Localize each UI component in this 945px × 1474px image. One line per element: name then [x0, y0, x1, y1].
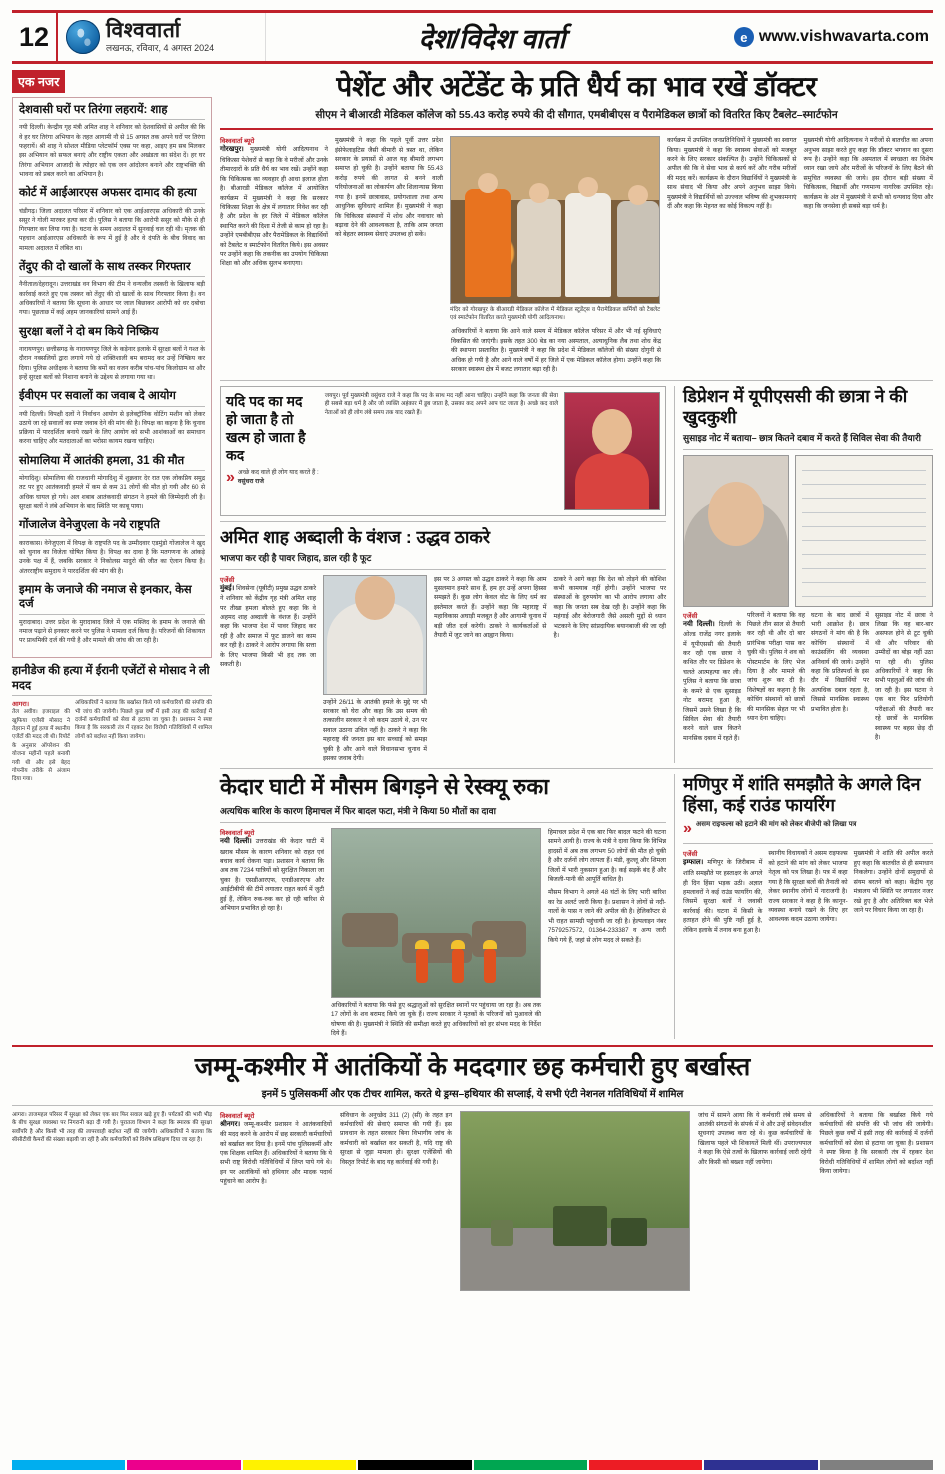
uddhav-thackeray-photo — [323, 575, 427, 695]
sidebar-item-body: नयी दिल्ली। केन्द्रीय गृह मंत्री अमित शाह ने शनिवार को देशवासियों से अपील की कि वे हर घर तिरंगा अभियान के तहत आगामी नौ से 15 अगस्त तक अपने घरों पर तिरंगा फहरायें। श्री शाह ने सोशल मीडिया प्लेटफॉर्म एक्स पर कहा, आइए हम सब मिलकर इस अभियान को सफल बनाएं और राष्ट्रीय एकता और अखंडता का संदेश दें। हर घर तिरंगा अभियान आजादी के त्योहार को एक जन आंदोलन बनाने और राष्ट्रभक्ति की भावना को प्रबल करने का अभियान है। — [19, 124, 205, 178]
sidebar-item-body: मोगादिशु। सोमालिया की राजधानी मोगादिशु में शुक्रवार देर रात एक लोकप्रिय समुद्र तट पर हुए आतंकवादी हमले में कम से कम 31 लोगों की मौत हो गयी और 60 से अधिक घायल हो गये। अल शबाब आतंकवादी संगठन ने हमले की जिम्मेदारी ली है। सुरक्षा बलों ने लंबे अभियान के बाद स्थिति पर काबू पाया। — [19, 475, 205, 510]
jammu-story — [12, 1045, 933, 1291]
byline: एजेंसी — [683, 612, 698, 620]
dateline: श्रीनगर। — [220, 1120, 241, 1128]
jammu-col-1: जम्मू-कश्मीर प्रशासन ने आतंकवादियों की मदद करने के आरोप में छह सरकारी कर्मचारियों को बर्खास्त कर दिया है। इनमें पांच पुलिसकर्मी और एक शिक्षक शामिल हैं। अधिकारियों ने बताया कि ये सभी राष्ट्र विरोधी गतिविधियों में लिप्त पाये गये थे। इन पर आतंकियों को हथियार और मादक पदार्थ पहुंचाने का आरोप है। — [220, 1120, 332, 1186]
manipur-col-3: मुख्यमंत्री ने शांति की अपील करते हुए कहा कि बातचीत से ही समाधान निकलेगा। उन्होंने दोनों समुदायों से संयम बरतने को कहा। केंद्रीय गृह मंत्रालय भी स्थिति पर लगातार नजर रखे हुए है और अतिरिक्त बल भेजे जाने पर विचार किया जा रहा है। — [853, 850, 933, 915]
quote-attribution: अच्छे कद वाले ही लोग याद करते हैं : — [237, 469, 319, 477]
uddhav-col-3: इस पर 3 अगस्त को उद्धव ठाकरे ने कहा कि आम मुसलमान हमारे साथ हैं, हम हर उन्हें अपना हिस्सा समझते हैं। कुछ लोग केवल वोट के लिए धर्म का इस्तेमाल करते हैं। उन्होंने कहा कि महाराष्ट्र में महाविकास अघाड़ी मजबूत है और आगामी चुनाव में बड़ी जीत दर्ज करेगी। ठाकरे ने कार्यकर्ताओं से तैयारी में जुट जाने का आह्वान किया। — [434, 575, 547, 640]
manipur-col-1: मणिपुर के जिरीबाम में शांति समझौते पर हस्ताक्षर के अगले ही दिन हिंसा भड़क उठी। अज्ञात हमलावरों ने कई राउंड फायरिंग की, जिसमें सुरक्षा बलों ने जवाबी कार्रवाई की। घटना में किसी के हताहत होने की पुष्टि नहीं हुई है, लेकिन इलाके में तनाव बना हुआ है। — [683, 859, 763, 934]
list-item[interactable] — [19, 260, 205, 318]
sidebar-bottom-story[interactable] — [12, 664, 212, 783]
uddhav-subhead: भाजपा कर रही है पावर जिहाद, डाल रही है फूट — [220, 552, 372, 563]
uddhav-headline: अमित शाह अब्दाली के वंशज : उद्धव ठाकरे — [220, 526, 491, 547]
lead-col-4: अधिकारियों ने बताया कि आने वाले समय में मेडिकल कॉलेज परिसर में और भी नई सुविधाएं विकसित की जाएंगी। इसके तहत 300 बेड का नया अस्पताल, अत्याधुनिक लैब तथा शोध केंद्र की स्थापना प्रस्तावित है। मुख्यमंत्री ने कहा कि प्रदेश में मेडिकल कॉलेजों की संख्या दोगुनी से अधिक हो गयी है और आने वाले वर्षों में हर जिले में एक मेडिकल कॉलेज होगा। उन्होंने कहा कि सरकार स्वास्थ्य क्षेत्र में बजट लगातार बढ़ा रही है। — [451, 328, 661, 374]
publication-logo — [58, 13, 266, 61]
uddhav-col-4: ठाकरे ने आगे कहा कि देश को तोड़ने की कोशिश कभी कामयाब नहीं होगी। उन्होंने भाजपा पर संस्थाओं के दुरुपयोग का भी आरोप लगाया और कहा कि जनता सब देख रही है। उन्होंने कहा कि महंगाई और बेरोजगारी जैसे असली मुद्दों से ध्यान भटकाने के लिए सांप्रदायिक बयानबाजी की जा रही है। — [553, 575, 666, 640]
sidebar-item-body: काराकास। वेनेजुएला में विपक्ष के राष्ट्रपति पद के उम्मीदवार एडमुंडो गोंजालेज ने खुद को चुनाव का विजेता घोषित किया है। विपक्ष का दावा है कि मतगणना के आंकड़े उनके पक्ष में हैं, जबकि सरकार ने निकोलस मादुरो की जीत का ऐलान किया है। अंतरराष्ट्रीय समुदाय ने पारदर्शिता की मांग की है। — [19, 539, 205, 575]
page-number: 12 — [12, 13, 58, 61]
byline: विश्ववार्ता ब्यूरो — [220, 829, 255, 837]
byline: एजेंसी — [683, 851, 698, 859]
sidebar-item-title: सुरक्षा बलों ने दो बम किये निष्क्रिय — [19, 325, 205, 342]
sidebar-ek-nazar — [12, 70, 212, 1039]
lead-col-5: मुख्यमंत्री योगी आदित्यनाथ ने मरीजों से बातचीत का अपना अनुभव साझा करते हुए कहा कि डॉक्टर भगवान का दूसरा रूप है। उन्होंने कहा कि अस्पताल में स्वच्छता का विशेष ध्यान रखा जाये और मरीजों के परिजनों के लिए बैठने की समुचित व्यवस्था की जाये। इस दौरान बड़ी संख्या में चिकित्सक, विद्यार्थी और गणमान्य नागरिक उपस्थित रहे। कार्यक्रम के अंत में मुख्यमंत्री ने सभी को धन्यवाद दिया और कहा कि जनसेवा ही सबसे बड़ा धर्म है। — [803, 137, 933, 211]
lead-col-3: कार्यक्रम में उपस्थित जनप्रतिनिधियों ने मुख्यमंत्री का स्वागत किया। मुख्यमंत्री ने कहा कि स्वास्थ्य सेवाओं को मजबूत करने के लिए सरकार संकल्पित है। उन्होंने चिकित्सकों से अपील की कि वे सेवा भाव से कार्य करें और गरीब मरीजों की मदद करें। कार्यक्रम के दौरान विद्यार्थियों ने मुख्यमंत्री के साथ संवाद भी किया और अपने अनुभव साझा किये। मुख्यमंत्री ने विद्यार्थियों को उज्ज्वल भविष्य की शुभकामनाएं दीं और कहा कि मेहनत का कोई विकल्प नहीं है। — [667, 137, 797, 211]
list-item[interactable] — [19, 325, 205, 383]
upsc-col-2: परिजनों ने बताया कि वह पिछले तीन साल से तैयारी कर रही थी और दो बार प्रारंभिक परीक्षा पास कर चुकी थी। पुलिस ने शव को पोस्टमार्टम के लिए भेज दिया है और मामले की जांच शुरू कर दी है। विशेषज्ञों का कहना है कि कोचिंग संस्थानों को छात्रों की मानसिक सेहत पर भी ध्यान देना चाहिए। — [747, 611, 805, 723]
website-link[interactable] — [718, 13, 933, 61]
sidebar-item-title: तेंदुए की दो खालों के साथ तस्कर गिरफ्तार — [19, 260, 205, 277]
lead-story — [220, 70, 933, 375]
dateline: गोरखपुर। — [220, 146, 244, 154]
dateline: नयी दिल्ली। — [220, 837, 252, 845]
manipur-story — [674, 774, 933, 1038]
assam-body: आगरा। ताजमहल परिसर में सुरक्षा को लेकर एक बार फिर सवाल खड़े हुए हैं। पर्यटकों की भारी भीड़ के बीच सुरक्षा व्यवस्था पर निगरानी बढ़ा दी गयी है। पुरातत्व विभाग ने कहा कि स्मारक की सुरक्षा सर्वोपरि है और किसी भी तरह की लापरवाही बर्दाश्त नहीं की जायेगी। अधिकारियों ने बताया कि सीसीटीवी कैमरों की संख्या बढ़ायी जा रही है और कर्मचारियों को विशेष प्रशिक्षण दिया जा रहा है। — [12, 1111, 212, 1144]
byline: आगरा। — [12, 701, 30, 709]
brand-name: विश्ववार्ता — [106, 19, 181, 43]
landslide-rescue-photo — [331, 828, 541, 998]
page-title: पेशेंट और अटेंडेंट के प्रति धैर्य का भाव रखें डॉक्टर — [336, 71, 817, 102]
sidebar-item-body: नारायणपुर। छत्तीसगढ़ के नारायणपुर जिले के कड़ेनार इलाके में सुरक्षा बलों ने गश्त के दौरान नक्सलियों द्वारा लगाये गये दो शक्तिशाली बम बरामद कर उन्हें निष्क्रिय कर दिया। पुलिस अधीक्षक ने बताया कि बमों का वजन करीब पांच-पांच किलोग्राम था और इन्हें सुरक्षा बलों को निशाना बनाने के उद्देश्य से लगाया गया था। — [19, 345, 205, 381]
uddhav-col-2: उन्होंने 26/11 के आतंकी हमले के मुद्दे पर भी सरकार को घेरा और कहा कि उस समय की तत्कालीन सरकार ने जो कदम उठाये थे, उन पर सवाल उठाना उचित नहीं है। ठाकरे ने कहा कि महाराष्ट्र की जनता इस बार सच्चाई को समझ चुकी है और आने वाले विधानसभा चुनाव में इसका जवाब देगी। — [323, 698, 427, 763]
sidebar-item-body: मुरादाबाद। उत्तर प्रदेश के मुरादाबाद जिले में एक मस्जिद के इमाम के जनाजे की नमाज पढ़ाने से इनकार करने पर पुलिस ने मामला दर्ज किया है। परिजनों की शिकायत पर प्राथमिकी दर्ज की गयी है और मामले की जांच की जा रही है। — [19, 618, 205, 645]
sidebar-item-title: कोर्ट में आईआरएस अफसर दामाद की हत्या — [19, 186, 205, 203]
kedar-col-2: हिमाचल प्रदेश में एक बार फिर बादल फटने की घटना सामने आयी है। राज्य के मंत्री ने दावा किया कि विभिन्न हादसों में अब तक लगभग 50 लोगों की मौत हो चुकी है और दर्जनों लोग लापता हैं। मंडी, कुल्लू और शिमला जिलों में भारी नुकसान हुआ है। कई सड़कें बंद हैं और बिजली-पानी की आपूर्ति बाधित है। — [548, 828, 666, 883]
globe-icon — [66, 20, 100, 54]
list-item[interactable] — [19, 583, 205, 646]
jammu-headline: जम्मू-कश्मीर में आतंकियों के मददगार छह कर्मचारी हुए बर्खास्त — [194, 1052, 751, 1081]
kedar-col-1: उत्तराखंड की केदार घाटी में खराब मौसम के कारण शनिवार को राहत एवं बचाव कार्य रोकना पड़ा। प्रशासन ने बताया कि अब तक 7234 यात्रियों को सुरक्षित निकाला जा चुका है। एसडीआरएफ, एनडीआरएफ और आईटीबीपी की टीमें लगातार राहत कार्य में जुटी हुई हैं, लेकिन रुक-रुक कर हो रही बारिश से अभियान प्रभावित हो रहा है। — [220, 837, 324, 913]
upsc-headline: डिप्रेशन में यूपीएससी की छात्रा ने की खुदकुशी — [683, 385, 908, 427]
vasundhara-quote-box — [220, 386, 666, 516]
uddhav-story — [220, 527, 666, 764]
byline: विश्ववार्ता ब्यूरो — [220, 1112, 255, 1120]
sidebar-item-title: ईवीएम पर सवालों का जवाब दे आयोग — [19, 389, 205, 406]
upsc-col-3: घटना के बाद छात्रों में भारी आक्रोश है। छात्र संगठनों ने मांग की है कि कोचिंग संस्थानों में काउंसलिंग की व्यवस्था अनिवार्य की जाये। उन्होंने कहा कि प्रतिस्पर्धा के इस दौर में विद्यार्थियों पर अत्यधिक दबाव रहता है, जिससे मानसिक स्वास्थ्य प्रभावित होता है। — [811, 611, 869, 713]
lead-col-1: मुख्यमंत्री योगी आदित्यनाथ ने चिकित्सा पेशेवरों से कहा कि वे मरीजों और उनके तीमारदारों के प्रति धैर्य का भाव रखें। उन्होंने कहा कि चिकित्सक का व्यवहार ही आधा इलाज होता है। बीआरडी मेडिकल कॉलेज में आयोजित कार्यक्रम में मुख्यमंत्री ने कहा कि सरकार चिकित्सा शिक्षा के क्षेत्र में लगातार निवेश कर रही है और प्रदेश के हर जिले में मेडिकल कॉलेज स्थापित करने की दिशा में तेजी से काम हो रहा है। उन्होंने एमबीबीएस और पैरामेडिकल के विद्यार्थियों को टैबलेट व स्मार्टफोन वितरित किये। इस अवसर पर उन्होंने कहा कि तकनीक का उपयोग चिकित्सा शिक्षा को और अधिक सुलभ बनाएगा। — [220, 146, 328, 268]
list-item[interactable] — [19, 518, 205, 576]
kedar-headline: केदार घाटी में मौसम बिगड़ने से रेस्क्यू रुका — [220, 774, 549, 800]
jammu-subhead: इनमें 5 पुलिसकर्मी और एक टीचर शामिल, करते थे ड्रग्स–हथियार की सप्लाई, ये सभी एंटी नेशनल गतिविधियों में शामिल — [261, 1088, 684, 1100]
byline: विश्ववार्ता ब्यूरो — [220, 138, 255, 146]
sidebar-item-title: सोमालिया में आतंकी हमला, 31 की मौत — [19, 454, 205, 471]
jammu-col-4: अधिकारियों ने बताया कि बर्खास्त किये गये कर्मचारियों की संपत्ति की भी जांच की जायेगी। पिछले कुछ वर्षों में इसी तरह की कार्रवाई में दर्जनों कर्मचारियों को सेवा से हटाया जा चुका है। प्रशासन ने स्पष्ट किया है कि सरकारी तंत्र में रहकर देश विरोधी गतिविधियों में शामिल लोगों को बर्दाश्त नहीं किया जायेगा। — [819, 1111, 933, 1176]
cm-award-photo — [450, 136, 660, 304]
manipur-col-2: स्थानीय विधायकों ने असम राइफल्स को हटाने की मांग को लेकर भाजपा नेतृत्व को पत्र लिखा है। पत्र में कहा गया है कि सुरक्षा बलों की तैनाती को लेकर स्थानीय लोगों में नाराजगी है। राज्य सरकार ने कहा है कि कानून-व्यवस्था बनाये रखने के लिए हर आवश्यक कदम उठाया जायेगा। — [768, 850, 848, 924]
lead-col-2: मुख्यमंत्री ने कहा कि पहले पूर्वी उत्तर प्रदेश इंसेफेलाइटिस जैसी बीमारी से त्रस्त था, लेकिन सरकार के प्रयासों से आज यह बीमारी लगभग समाप्त हो चुकी है। उन्होंने बताया कि 55.43 करोड़ रुपये की लागत से बनने वाली परियोजनाओं का लोकार्पण और शिलान्यास किया गया है। इनमें छात्रावास, प्रयोगशाला तथा अन्य आधुनिक सुविधाएं शामिल हैं। मुख्यमंत्री ने कहा कि चिकित्सा संस्थानों में शोध और नवाचार को बढ़ावा देने की आवश्यकता है, ताकि आम जनता को बेहतर स्वास्थ्य सेवाएं उपलब्ध हो सकें। — [335, 137, 443, 239]
uddhav-col-1: शिवसेना (यूबीटी) प्रमुख उद्धव ठाकरे ने शनिवार को केंद्रीय गृह मंत्री अमित शाह पर तीखा हमला बोलते हुए कहा कि वे अहमद शाह अब्दाली के वंशज हैं। उन्होंने कहा कि भाजपा देश में पावर जिहाद कर रही है और समाज में फूट डालने का काम कर रही है। ठाकरे ने आरोप लगाया कि सत्ता के लिए भाजपा किसी भी हद तक जा सकती है। — [220, 584, 316, 669]
army-convoy-photo — [460, 1111, 690, 1291]
kedar-col-4: अधिकारियों ने बताया कि फंसे हुए श्रद्धालुओं को सुरक्षित स्थानों पर पहुंचाया जा रहा है। अब तक 17 लोगों के शव बरामद किये जा चुके हैं। राज्य सरकार ने मृतकों के परिजनों को मुआवजे की घोषणा की है। मुख्यमंत्री ने स्थिति की समीक्षा करते हुए अधिकारियों को हर संभव मदद के निर्देश दिये हैं। — [331, 1001, 541, 1038]
list-item[interactable] — [19, 186, 205, 253]
upsc-story — [674, 386, 933, 764]
note-marker: » — [683, 820, 692, 838]
sidebar-item-title: इमाम के जनाजे की नमाज से इनकार, केस दर्ज — [19, 583, 205, 615]
student-photo — [683, 455, 789, 607]
dateline: इम्फाल। — [683, 859, 704, 867]
byline: एजेंसी — [220, 576, 235, 584]
sidebar-item-body: चंडीगढ़। जिला अदालत परिसर में शनिवार को एक आईआरएस अधिकारी की उनके ससुर ने गोली मारकर हत्या कर दी। पुलिस ने बताया कि आरोपी ससुर को मौके से ही गिरफ्तार कर लिया गया है। घटना के समय अदालत में सुनवाई चल रही थी। मृतक की पहचान आईआरएस अधिकारी के रूप में हुई है और वे दंपति के बीच विवाद का मामला अदालत में लंबित था। — [19, 207, 205, 252]
kedar-col-3: मौसम विभाग ने अगले 48 घंटों के लिए भारी बारिश का रेड अलर्ट जारी किया है। प्रशासन ने लोगों से नदी-नालों के पास न जाने की अपील की है। हेलिकॉप्टर से भी राहत सामग्री पहुंचायी जा रही है। हेल्पलाइन नंबर 7579257572, 01364-233387 व अन्य जारी किये गये हैं, जहां से लोग मदद ले सकते हैं। — [548, 889, 666, 944]
sidebar-item-body: नयी दिल्ली। विपक्षी दलों ने निर्वाचन आयोग से इलेक्ट्रॉनिक वोटिंग मशीन को लेकर उठाये जा रहे सवालों का स्पष्ट जवाब देने की मांग की है। विपक्ष का कहना है कि चुनाव प्रक्रिया में पारदर्शिता बनाये रखने के लिए आयोग को सभी आशंकाओं का समाधान करना चाहिए और मतदाताओं का भरोसा कायम रखना चाहिए। — [19, 410, 205, 446]
dateline: मुंबई। — [220, 584, 235, 592]
upsc-col-1: दिल्ली के ओल्ड राजेंद्र नगर इलाके में यूपीएससी की तैयारी कर रही एक छात्रा ने कथित तौर पर डिप्रेशन के चलते आत्महत्या कर ली। पुलिस ने बताया कि छात्रा के कमरे से एक सुसाइड नोट बरामद हुआ है, जिसमें उसने लिखा है कि सिविल सेवा की तैयारी करने वाले छात्र कितने मानसिक दबाव में रहते हैं। — [683, 620, 741, 742]
list-item[interactable] — [19, 103, 205, 179]
sidebar-item-extra: अधिकारियों ने बताया कि बर्खास्त किये गये कर्मचारियों की संपत्ति की भी जांच की जायेगी। पिछले कुछ वर्षों में इसी तरह की कार्रवाई में दर्जनों कर्मचारियों को सेवा से हटाया जा चुका है। प्रशासन ने स्पष्ट किया है कि सरकारी तंत्र में रहकर देश विरोधी गतिविधियों में शामिल लोगों को बर्दाश्त नहीं किया जायेगा। — [75, 700, 212, 740]
edition-date: लखनऊ, रविवार, 4 अगस्त 2024 — [106, 43, 215, 54]
quote-marker: » — [226, 469, 235, 487]
lead-subhead: सीएम ने बीआरडी मेडिकल कॉलेज को 55.43 करोड़ रुपये की दी सौगात, एमबीबीएस व पैरामेडिकल छात्रों को वितरित किए टैबलेट–स्मार्टफोन — [315, 109, 838, 122]
list-item[interactable] — [19, 389, 205, 447]
list-item[interactable] — [19, 454, 205, 512]
manipur-note: असम राइफल्स को हटाने की मांग को लेकर बीजेपी को लिखा पत्र — [695, 821, 857, 829]
manipur-headline: मणिपुर में शांति समझौते के अगले दिन हिंसा, कई राउंड फायरिंग — [683, 774, 921, 816]
jammu-col-3: जांच में सामने आया कि ये कर्मचारी लंबे समय से आतंकी संगठनों के संपर्क में थे और उन्हें संवेदनशील सूचनाएं उपलब्ध करा रहे थे। कुछ कर्मचारियों के खिलाफ पहले भी शिकायतें मिली थीं। उपराज्यपाल ने कहा कि ऐसे तत्वों के खिलाफ कार्रवाई जारी रहेगी और किसी को बख्शा नहीं जायेगा। — [698, 1111, 812, 1166]
registration-color-bar — [12, 1460, 933, 1470]
sidebar-item-title: गोंजालेज वेनेजुएला के नये राष्ट्रपति — [19, 518, 205, 535]
sidebar-item-title: देशवासी घरों पर तिरंगा लहरायें: शाह — [19, 103, 205, 120]
upsc-subhead: सुसाइड नोट में बताया– छात्र कितने दबाव में करते हैं सिविल सेवा की तैयारी — [683, 432, 921, 443]
sidebar-heading: एक नजर — [12, 70, 65, 93]
vasundhara-raje-photo — [564, 392, 660, 510]
jammu-col-2: संविधान के अनुच्छेद 311 (2) (सी) के तहत इन कर्मचारियों की सेवाएं समाप्त की गयी हैं। इस प्रावधान के तहत सरकार बिना विभागीय जांच के कर्मचारी को बर्खास्त कर सकती है, यदि राष्ट्र की सुरक्षा से जुड़ा मामला हो। सुरक्षा एजेंसियों की विस्तृत रिपोर्ट के बाद यह कार्रवाई की गयी है। — [340, 1111, 452, 1166]
quote-text: यदि पद का मद हो जाता है तो खत्म हो जाता है कद — [226, 392, 306, 464]
masthead — [12, 10, 933, 64]
section-title: देश/विदेश वार्ता — [418, 23, 566, 54]
kedar-subhead: अत्यधिक बारिश के कारण हिमाचल में फिर बादल फटा, मंत्री ने किया 50 मौतों का दावा — [220, 805, 496, 816]
sidebar-item-body: नैनीताल/देहरादून। उत्तराखंड वन विभाग की टीम ने वन्यजीव तस्करी के खिलाफ बड़ी कार्रवाई करते हुए एक तस्कर को तेंदुए की दो खालों के साथ गिरफ्तार किया है। वन अधिकारियों ने बताया कि सूचना के आधार पर जाल बिछाकर आरोपी को धर दबोचा गया। पूछताछ में कई अहम जानकारियां सामने आई हैं। — [19, 281, 205, 317]
quote-author: वसुंधरा राजे — [237, 478, 264, 486]
photo-caption: मंदिर को गोरखपुर के बीआरडी मेडिकल कॉलेज में मेडिकल स्टूडेंट्स व पैरामेडिकल कर्मियों को टैबलेट एवं स्मार्टफोन वितरित करते मुख्यमंत्री योगी आदित्यनाथ। — [450, 307, 660, 322]
dateline: नयी दिल्ली। — [683, 620, 715, 628]
upsc-col-4: सुसाइड नोट में छात्रा ने लिखा कि वह बार-बार असफल होने से टूट चुकी थी और परिवार की उम्मीदों का बोझ नहीं उठा पा रही थी। पुलिस अधिकारियों ने कहा कि सभी पहलुओं की जांच की जा रही है। इस घटना ने एक बार फिर प्रतियोगी परीक्षाओं की तैयारी कर रहे छात्रों के मानसिक स्वास्थ्य पर बहस छेड़ दी है। — [875, 611, 933, 742]
suicide-note-photo — [795, 455, 933, 607]
kedar-story — [220, 774, 666, 1038]
quote-side-text: जयपुर। पूर्व मुख्यमंत्री वसुंधरा राजे ने कहा कि पद के साथ मद नहीं आना चाहिए। उन्होंने कहा कि जनता की सेवा ही सबसे बड़ा धर्म है और जो व्यक्ति अहंकार में डूब जाता है, उसका कद अपने आप घट जाता है। अच्छे कद वाले नेताओं को ही लोग लंबे समय तक याद रखते हैं। — [324, 392, 558, 417]
website-url: www.vishwavarta.com — [758, 28, 929, 45]
sidebar-item-title: हानीडेज की हत्या में ईरानी एजेंटों से मोसाद ने ली मदद — [12, 664, 212, 696]
e-icon: e — [734, 27, 754, 47]
sidebar-item-body: तेल अवीव। इजराइल की खुफिया एजेंसी मोसाद ने तेहरान में हुई हत्या में स्थानीय एजेंटों की मदद ली थी। रिपोर्ट के अनुसार ऑपरेशन की योजना महीनों पहले बनायी गयी थी और इसे बेहद गोपनीय तरीके से अंजाम दिया गया। — [12, 709, 70, 783]
